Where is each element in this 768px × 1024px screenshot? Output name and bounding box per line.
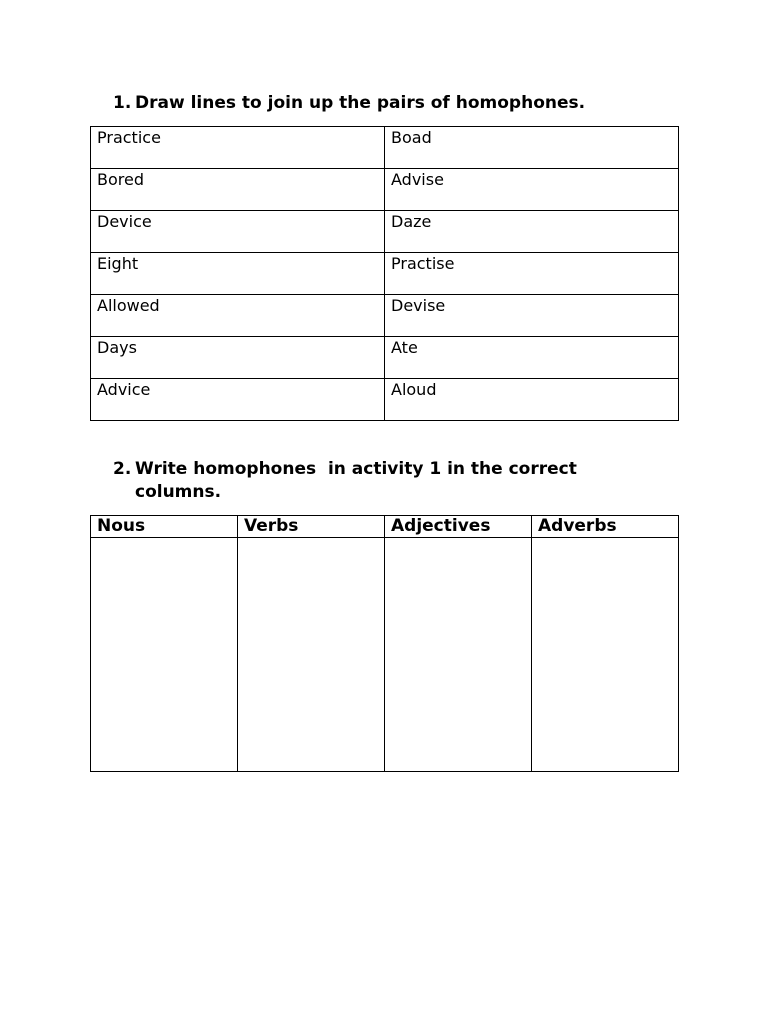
table-row <box>91 379 679 421</box>
table-row <box>91 295 679 337</box>
left-word-cell: Eight <box>91 253 385 295</box>
activity-1-heading <box>113 92 713 115</box>
column-header-verbs: Verbs <box>238 516 385 538</box>
nouns-answer-cell[interactable] <box>91 538 238 772</box>
left-word-cell: Days <box>91 337 385 379</box>
right-word-cell: Practise <box>385 253 679 295</box>
table-row <box>91 337 679 379</box>
column-header-adjectives: Adjectives <box>385 516 532 538</box>
activity-2-instruction: Write homophones in activity 1 in the correct columns. <box>135 459 583 502</box>
left-word-cell: Practice <box>91 127 385 169</box>
left-word-cell: Bored <box>91 169 385 211</box>
column-header-nouns: Nous <box>91 516 238 538</box>
column-header-adverbs: Adverbs <box>532 516 679 538</box>
right-word-cell: Daze <box>385 211 679 253</box>
activity-1-instruction: Draw lines to join up the pairs of homophones. <box>135 93 586 113</box>
activity-1-number: 1. <box>113 93 132 113</box>
left-word-cell: Device <box>91 211 385 253</box>
right-word-cell: Advise <box>385 169 679 211</box>
homophone-pairs-table <box>90 126 679 421</box>
adjectives-answer-cell[interactable] <box>385 538 532 772</box>
table-row <box>91 253 679 295</box>
right-word-cell: Boad <box>385 127 679 169</box>
activity-2-heading <box>113 458 613 504</box>
verbs-answer-cell[interactable] <box>238 538 385 772</box>
table-row <box>91 127 679 169</box>
table-row <box>91 211 679 253</box>
right-word-cell: Aloud <box>385 379 679 421</box>
left-word-cell: Advice <box>91 379 385 421</box>
activity-2-number: 2. <box>113 459 132 479</box>
right-word-cell: Ate <box>385 337 679 379</box>
table-row <box>91 169 679 211</box>
header-row <box>91 516 679 538</box>
left-word-cell: Allowed <box>91 295 385 337</box>
answer-row <box>91 538 679 772</box>
word-class-table <box>90 515 679 772</box>
adverbs-answer-cell[interactable] <box>532 538 679 772</box>
right-word-cell: Devise <box>385 295 679 337</box>
